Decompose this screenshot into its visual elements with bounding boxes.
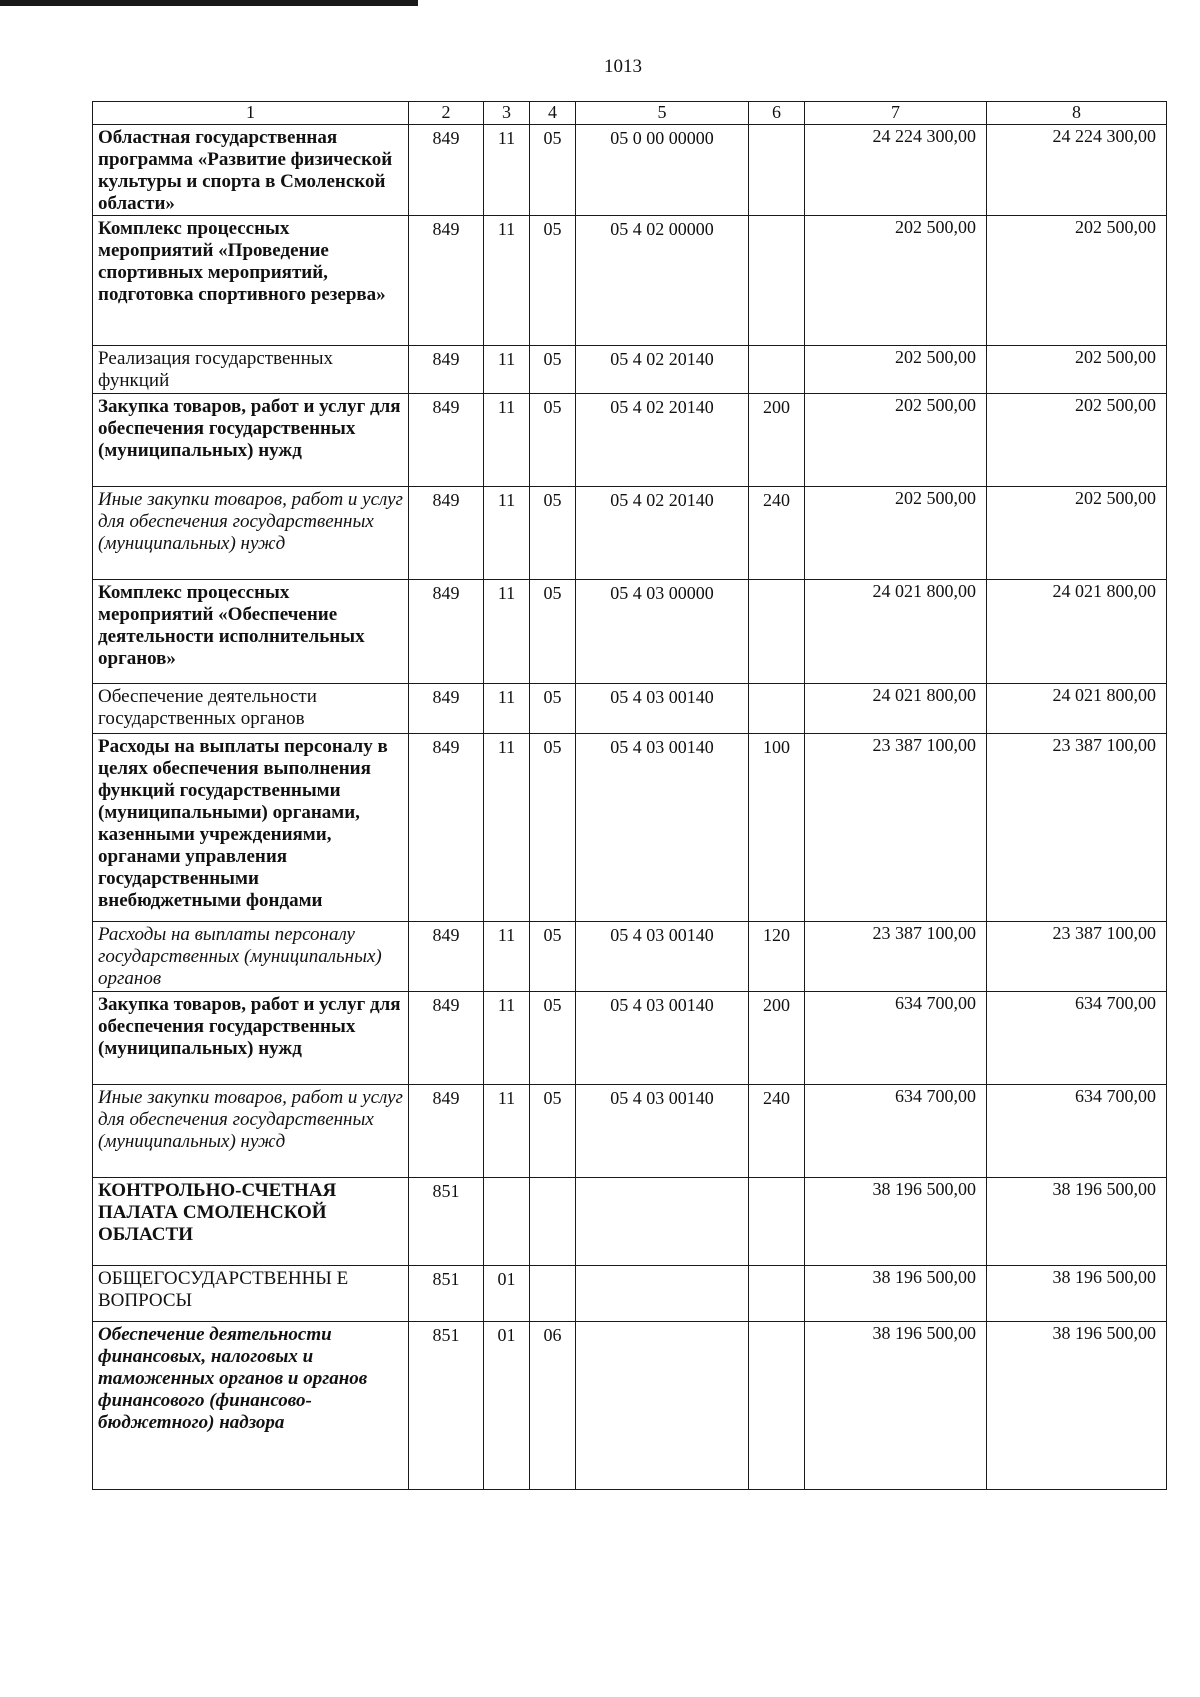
code-cell: 240 — [749, 487, 805, 580]
code-cell: 05 4 03 00140 — [576, 734, 749, 922]
table-row — [93, 580, 1167, 684]
code-cell: 05 — [530, 992, 576, 1085]
code-cell: 05 — [530, 580, 576, 684]
table-row — [93, 1266, 1167, 1322]
table-row — [93, 684, 1167, 734]
code-cell: 05 — [530, 216, 576, 346]
code-cell: 05 4 03 00140 — [576, 922, 749, 992]
column-header: 6 — [749, 102, 805, 125]
code-cell — [749, 580, 805, 684]
code-cell: 849 — [409, 580, 484, 684]
table-row — [93, 487, 1167, 580]
code-cell: 851 — [409, 1322, 484, 1490]
code-cell — [749, 346, 805, 394]
code-cell: 11 — [484, 394, 530, 487]
code-cell: 05 — [530, 125, 576, 216]
table-row — [93, 125, 1167, 216]
amount-cell: 23 387 100,00 — [805, 734, 987, 922]
code-cell: 120 — [749, 922, 805, 992]
table-row — [93, 1178, 1167, 1266]
amount-cell: 38 196 500,00 — [987, 1266, 1167, 1322]
amount-cell: 202 500,00 — [805, 216, 987, 346]
code-cell: 849 — [409, 125, 484, 216]
row-name: Комплекс процессных мероприятий «Проведение спортивных мероприятий, подготовка спортивного резерва» — [93, 216, 409, 346]
code-cell: 05 4 03 00000 — [576, 580, 749, 684]
code-cell — [749, 684, 805, 734]
code-cell: 11 — [484, 216, 530, 346]
code-cell: 01 — [484, 1266, 530, 1322]
code-cell: 05 0 00 00000 — [576, 125, 749, 216]
amount-cell: 202 500,00 — [805, 394, 987, 487]
row-name: Расходы на выплаты персоналу в целях обеспечения выполнения функций государственными (муниципальными) органами, казенными учреждениями, органами управления государственными внебюджетными фондами — [93, 734, 409, 922]
code-cell: 849 — [409, 922, 484, 992]
table-row — [93, 346, 1167, 394]
table-row — [93, 394, 1167, 487]
amount-cell: 634 700,00 — [987, 1085, 1167, 1178]
column-header: 3 — [484, 102, 530, 125]
code-cell: 849 — [409, 487, 484, 580]
column-header: 4 — [530, 102, 576, 125]
code-cell: 200 — [749, 992, 805, 1085]
amount-cell: 24 021 800,00 — [987, 684, 1167, 734]
table-row — [93, 992, 1167, 1085]
code-cell: 849 — [409, 684, 484, 734]
amount-cell: 23 387 100,00 — [987, 734, 1167, 922]
code-cell — [749, 125, 805, 216]
amount-cell: 38 196 500,00 — [805, 1322, 987, 1490]
code-cell: 05 4 03 00140 — [576, 1085, 749, 1178]
amount-cell: 24 021 800,00 — [805, 684, 987, 734]
amount-cell: 634 700,00 — [805, 1085, 987, 1178]
code-cell: 05 4 02 20140 — [576, 487, 749, 580]
page-number: 1013 — [604, 56, 642, 77]
table-row — [93, 922, 1167, 992]
row-name: Закупка товаров, работ и услуг для обеспечения государственных (муниципальных) нужд — [93, 394, 409, 487]
budget-table — [92, 101, 1167, 1490]
code-cell: 100 — [749, 734, 805, 922]
code-cell: 11 — [484, 922, 530, 992]
code-cell: 05 — [530, 394, 576, 487]
table-row — [93, 734, 1167, 922]
amount-cell: 202 500,00 — [805, 487, 987, 580]
row-name: Комплекс процессных мероприятий «Обеспечение деятельности исполнительных органов» — [93, 580, 409, 684]
code-cell: 06 — [530, 1322, 576, 1490]
code-cell: 05 — [530, 487, 576, 580]
header-row — [93, 102, 1167, 125]
amount-cell: 202 500,00 — [805, 346, 987, 394]
amount-cell: 38 196 500,00 — [805, 1266, 987, 1322]
amount-cell: 634 700,00 — [805, 992, 987, 1085]
code-cell: 11 — [484, 684, 530, 734]
code-cell — [530, 1178, 576, 1266]
row-name: Закупка товаров, работ и услуг для обеспечения государственных (муниципальных) нужд — [93, 992, 409, 1085]
amount-cell: 634 700,00 — [987, 992, 1167, 1085]
row-name: Обеспечение деятельности государственных органов — [93, 684, 409, 734]
code-cell: 05 — [530, 346, 576, 394]
code-cell — [749, 1266, 805, 1322]
row-name: ОБЩЕГОСУДАРСТВЕННЫ Е ВОПРОСЫ — [93, 1266, 409, 1322]
row-name: Иные закупки товаров, работ и услуг для обеспечения государственных (муниципальных) нужд — [93, 1085, 409, 1178]
code-cell — [749, 1322, 805, 1490]
code-cell — [576, 1322, 749, 1490]
amount-cell: 202 500,00 — [987, 394, 1167, 487]
code-cell: 11 — [484, 346, 530, 394]
code-cell: 851 — [409, 1266, 484, 1322]
row-name: Реализация государственных функций — [93, 346, 409, 394]
code-cell: 05 4 03 00140 — [576, 992, 749, 1085]
code-cell: 849 — [409, 346, 484, 394]
row-name: Расходы на выплаты персоналу государственных (муниципальных) органов — [93, 922, 409, 992]
column-header: 7 — [805, 102, 987, 125]
code-cell: 05 — [530, 1085, 576, 1178]
code-cell: 05 4 02 20140 — [576, 394, 749, 487]
amount-cell: 202 500,00 — [987, 487, 1167, 580]
amount-cell: 23 387 100,00 — [805, 922, 987, 992]
code-cell: 11 — [484, 1085, 530, 1178]
code-cell: 05 4 02 20140 — [576, 346, 749, 394]
code-cell: 849 — [409, 394, 484, 487]
amount-cell: 23 387 100,00 — [987, 922, 1167, 992]
amount-cell: 38 196 500,00 — [987, 1322, 1167, 1490]
code-cell: 05 — [530, 684, 576, 734]
amount-cell: 38 196 500,00 — [987, 1178, 1167, 1266]
code-cell — [576, 1178, 749, 1266]
table-row — [93, 1322, 1167, 1490]
code-cell: 849 — [409, 1085, 484, 1178]
code-cell: 05 4 02 00000 — [576, 216, 749, 346]
code-cell: 01 — [484, 1322, 530, 1490]
code-cell: 05 4 03 00140 — [576, 684, 749, 734]
column-header: 2 — [409, 102, 484, 125]
table-row — [93, 216, 1167, 346]
top-scan-rule — [0, 0, 418, 6]
column-header: 8 — [987, 102, 1167, 125]
column-header: 5 — [576, 102, 749, 125]
code-cell: 849 — [409, 216, 484, 346]
row-name: Иные закупки товаров, работ и услуг для обеспечения государственных (муниципальных) нужд — [93, 487, 409, 580]
code-cell: 11 — [484, 487, 530, 580]
code-cell: 849 — [409, 992, 484, 1085]
code-cell — [749, 216, 805, 346]
code-cell: 11 — [484, 580, 530, 684]
code-cell: 200 — [749, 394, 805, 487]
amount-cell: 202 500,00 — [987, 216, 1167, 346]
code-cell: 11 — [484, 992, 530, 1085]
code-cell: 05 — [530, 922, 576, 992]
code-cell — [530, 1266, 576, 1322]
table-body — [93, 125, 1167, 1490]
code-cell: 11 — [484, 734, 530, 922]
code-cell: 240 — [749, 1085, 805, 1178]
code-cell — [749, 1178, 805, 1266]
row-name: КОНТРОЛЬНО-СЧЕТНАЯ ПАЛАТА СМОЛЕНСКОЙ ОБЛАСТИ — [93, 1178, 409, 1266]
code-cell: 851 — [409, 1178, 484, 1266]
code-cell: 11 — [484, 125, 530, 216]
amount-cell: 24 021 800,00 — [805, 580, 987, 684]
code-cell: 849 — [409, 734, 484, 922]
amount-cell: 202 500,00 — [987, 346, 1167, 394]
column-header: 1 — [93, 102, 409, 125]
code-cell: 05 — [530, 734, 576, 922]
table-row — [93, 1085, 1167, 1178]
amount-cell: 24 224 300,00 — [805, 125, 987, 216]
code-cell — [484, 1178, 530, 1266]
amount-cell: 24 021 800,00 — [987, 580, 1167, 684]
code-cell — [576, 1266, 749, 1322]
amount-cell: 24 224 300,00 — [987, 125, 1167, 216]
amount-cell: 38 196 500,00 — [805, 1178, 987, 1266]
row-name: Обеспечение деятельности финансовых, налоговых и таможенных органов и органов финансового (финансово-бюджетного) надзора — [93, 1322, 409, 1490]
row-name: Областная государственная программа «Развитие физической культуры и спорта в Смоленской области» — [93, 125, 409, 216]
